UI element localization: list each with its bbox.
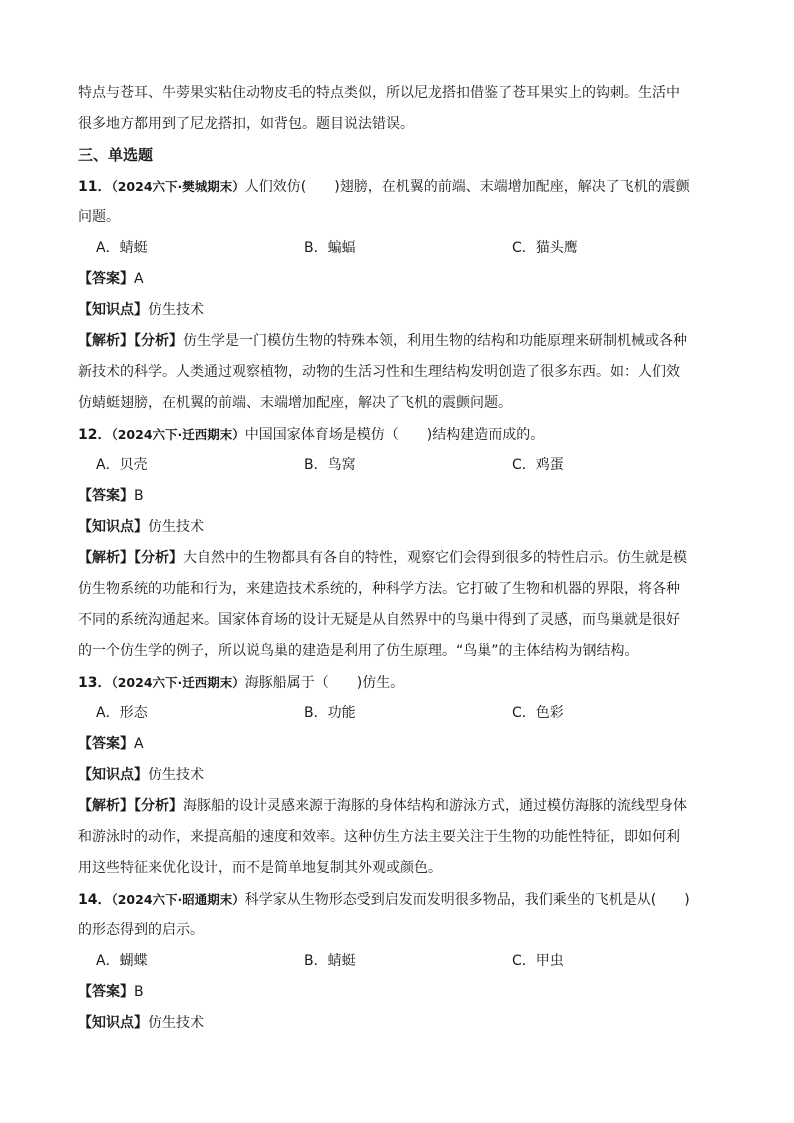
knowledge-line xyxy=(78,760,720,791)
knowledge-line xyxy=(78,512,720,543)
analysis-label: 【解析】【分析】 xyxy=(78,550,183,566)
question-number: 14． xyxy=(78,892,112,908)
option-b: B．蜻蜓 xyxy=(304,953,356,969)
answer-value: A xyxy=(134,271,144,287)
question-source: （2024六下·樊城期末） xyxy=(111,179,245,194)
answer-line xyxy=(78,264,720,295)
option-c: C．色彩 xyxy=(512,705,564,721)
knowledge-label: 【知识点】 xyxy=(78,1015,148,1031)
answer-label: 【答案】 xyxy=(78,271,134,287)
analysis-line: 和游泳时的动作，来提高船的速度和效率。这种仿生方法主要关注于生物的功能性特征，即如何利 xyxy=(78,829,680,845)
section-title: 三、单选题 xyxy=(78,146,154,164)
question-stem-text: 人们效仿( )翅膀，在机翼的前端、末端增加配座，解决了飞机的震颤 xyxy=(244,179,690,195)
intro-line-1: 特点与苍耳、牛蒡果实粘住动物皮毛的特点类似，所以尼龙搭扣借鉴了苍耳果实上的钩刺。生活中 xyxy=(78,85,680,101)
question-stem xyxy=(78,171,720,202)
answer-value: A xyxy=(134,736,144,752)
option-c: C．甲虫 xyxy=(512,953,564,969)
question-stem-continued: 的形态得到的启示。 xyxy=(78,922,204,938)
question-list xyxy=(78,171,720,1039)
knowledge-value: 仿生技术 xyxy=(148,1015,204,1031)
analysis-text: 海豚船的设计灵感来源于海豚的身体结构和游泳方式，通过模仿海豚的流线型身体 xyxy=(183,798,687,814)
question-number: 11． xyxy=(78,179,112,195)
option-b: B．蝙蝠 xyxy=(304,240,356,256)
analysis-line xyxy=(78,791,720,822)
answer-label: 【答案】 xyxy=(78,488,134,504)
answer-value: B xyxy=(134,488,144,504)
question-stem xyxy=(78,419,720,450)
question-source: （2024六下·昭通期末） xyxy=(111,892,245,907)
knowledge-line xyxy=(78,1008,720,1039)
option-b: B．功能 xyxy=(304,705,356,721)
analysis-label: 【解析】【分析】 xyxy=(78,798,183,814)
option-a: A．贝壳 xyxy=(96,457,148,473)
option-row xyxy=(78,946,720,977)
option-a: A．形态 xyxy=(96,705,148,721)
analysis-line xyxy=(78,326,720,357)
analysis-line: 仿生物系统的功能和行为，来建造技术系统的，种科学方法。它打破了生物和机器的界限，将各种 xyxy=(78,581,680,597)
answer-value: B xyxy=(134,984,144,1000)
knowledge-value: 仿生技术 xyxy=(148,302,204,318)
analysis-line: 新技术的科学。人类通过观察植物，动物的生活习性和生理结构发明创造了很多东西。如：人们效 xyxy=(78,364,680,380)
question-block xyxy=(78,419,720,667)
analysis-label: 【解析】【分析】 xyxy=(78,333,183,349)
document-content xyxy=(78,78,720,1039)
analysis-text: 仿生学是一门模仿生物的特殊本领，利用生物的结构和功能原理来研制机械或各种 xyxy=(183,333,687,349)
knowledge-value: 仿生技术 xyxy=(148,767,204,783)
question-stem-continued: 问题。 xyxy=(78,209,120,225)
question-stem xyxy=(78,884,720,915)
answer-label: 【答案】 xyxy=(78,984,134,1000)
option-c: C．猫头鹰 xyxy=(512,240,578,256)
answer-line xyxy=(78,481,720,512)
question-block xyxy=(78,884,720,1039)
intro-line-2: 很多地方都用到了尼龙搭扣，如背包。题目说法错误。 xyxy=(78,116,414,132)
question-source: （2024六下·迁西期末） xyxy=(111,675,245,690)
question-block xyxy=(78,667,720,884)
knowledge-label: 【知识点】 xyxy=(78,519,148,535)
knowledge-value: 仿生技术 xyxy=(148,519,204,535)
analysis-line: 不同的系统沟通起来。国家体育场的设计无疑是从自然界中的鸟巢中得到了灵感，而鸟巢就是很好 xyxy=(78,612,680,628)
option-row xyxy=(78,233,720,264)
answer-line xyxy=(78,729,720,760)
question-stem-text: 科学家从生物形态受到启发而发明很多物品，我们乘坐的飞机是从( ) xyxy=(244,892,690,908)
analysis-line: 的一个仿生学的例子，所以说鸟巢的建造是利用了仿生原理。“鸟巢”的主体结构为钢结构。 xyxy=(78,643,639,659)
option-c: C．鸡蛋 xyxy=(512,457,564,473)
option-row xyxy=(78,698,720,729)
option-row xyxy=(78,450,720,481)
analysis-text: 大自然中的生物都具有各自的特性，观察它们会得到很多的特性启示。仿生就是模 xyxy=(183,550,687,566)
question-stem-text: 中国国家体育场是模仿（ )结构建造而成的。 xyxy=(244,427,545,443)
question-number: 13． xyxy=(78,675,112,691)
knowledge-label: 【知识点】 xyxy=(78,767,148,783)
question-block xyxy=(78,171,720,419)
knowledge-label: 【知识点】 xyxy=(78,302,148,318)
analysis-line: 仿蜻蜓翅膀，在机翼的前端、末端增加配座，解决了飞机的震颤问题。 xyxy=(78,395,512,411)
knowledge-line xyxy=(78,295,720,326)
option-a: A．蜻蜓 xyxy=(96,240,148,256)
question-number: 12． xyxy=(78,427,112,443)
analysis-line: 用这些特征来优化设计，而不是简单地复制其外观或颜色。 xyxy=(78,860,442,876)
question-stem-text: 海豚船属于（ )仿生。 xyxy=(244,675,405,691)
question-stem xyxy=(78,667,720,698)
option-a: A．蝴蝶 xyxy=(96,953,148,969)
analysis-line xyxy=(78,543,720,574)
answer-line xyxy=(78,977,720,1008)
question-source: （2024六下·迁西期末） xyxy=(111,427,245,442)
option-b: B．鸟窝 xyxy=(304,457,356,473)
answer-label: 【答案】 xyxy=(78,736,134,752)
